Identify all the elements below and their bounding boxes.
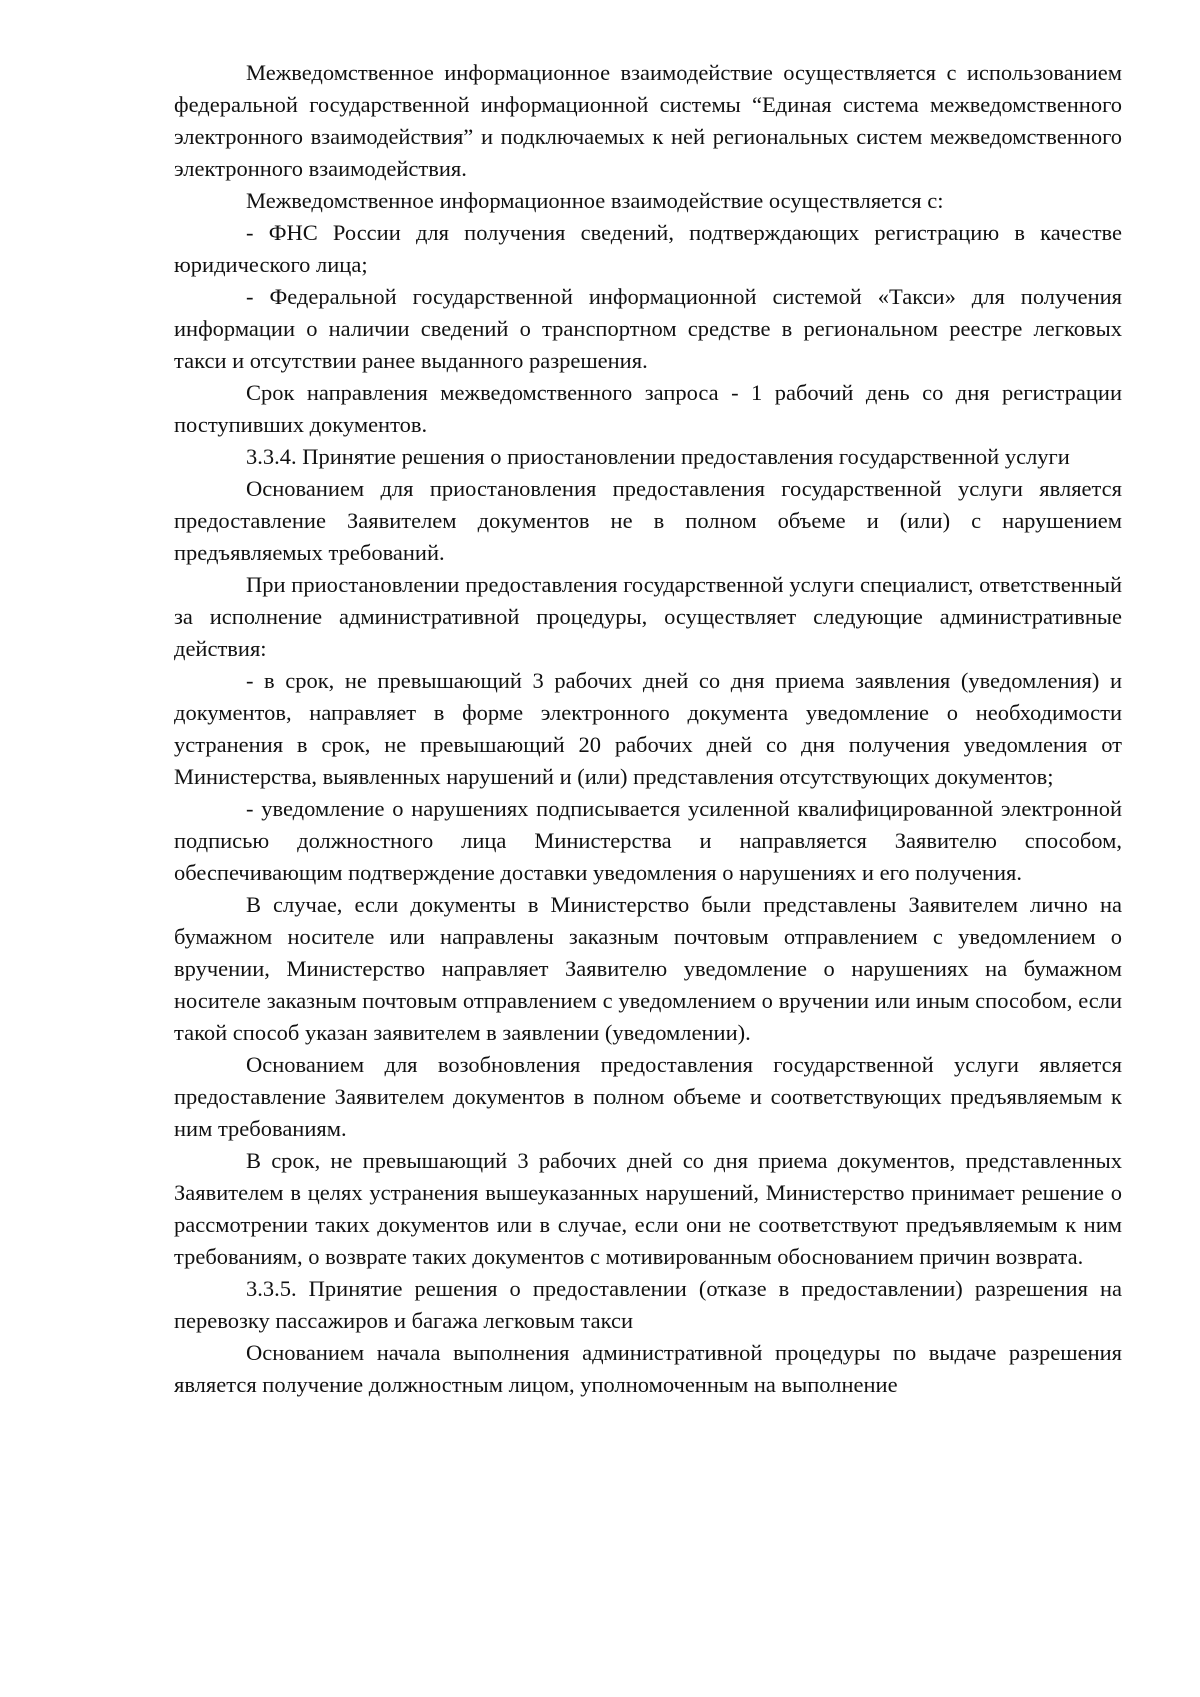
paragraph-paper-notification: В случае, если документы в Министерство были представлены Заявителем лично на бумажном носителе или направлены заказным почтовым отправлением с уведомлением о вручении, Министерство направляет Заявителю уведомление о нарушениях на бумажном носителе заказным почтовым отправлением с уведомлением о вручении или иным способом, если такой способ указан заявителем в заявлении (уведомлении).	[174, 892, 1122, 1045]
paragraph-interagency-system: Межведомственное информационное взаимодействие осуществляется с использованием федеральной государственной информационной системы “Единая система межведомственного электронного взаимодействия” и подключаемых к ней региональных систем межведомственного электронного взаимодействия.	[174, 60, 1122, 181]
list-item-taxi-system: - Федеральной государственной информационной системой «Такси» для получения информации о наличии сведений о транспортном средстве в региональном реестре легковых такси и отсутствии ранее выданного разрешения.	[174, 284, 1122, 373]
section-heading-3-3-4: 3.3.4. Принятие решения о приостановлении предоставления государственной услуги	[246, 444, 1070, 469]
paragraph-review-deadline: В срок, не превышающий 3 рабочих дней со дня приема документов, представленных Заявителем в целях устранения вышеуказанных нарушений, Министерство принимает решение о рассмотрении таких документов или в случае, если они не соответствуют предъявляемым к ним требованиям, о возврате таких документов с мотивированным обоснованием причин возврата.	[174, 1148, 1122, 1269]
list-item-fns: - ФНС России для получения сведений, подтверждающих регистрацию в качестве юридического лица;	[174, 220, 1122, 277]
paragraph-issuance-basis: Основанием начала выполнения административной процедуры по выдаче разрешения является получение должностным лицом, уполномоченным на выполнение	[174, 1340, 1122, 1397]
paragraph-suspension-basis: Основанием для приостановления предоставления государственной услуги является предоставление Заявителем документов не в полном объеме и (или) с нарушением предъявляемых требований.	[174, 476, 1122, 565]
paragraph-interagency-with: Межведомственное информационное взаимодействие осуществляется с:	[246, 188, 944, 213]
section-heading-3-3-5: 3.3.5. Принятие решения о предоставлении (отказе в предоставлении) разрешения на перевозку пассажиров и багажа легковым такси	[174, 1276, 1122, 1333]
paragraph-resumption-basis: Основанием для возобновления предоставления государственной услуги является предоставление Заявителем документов в полном объеме и соответствующих предъявляемым к ним требованиям.	[174, 1052, 1122, 1141]
list-item-notification-deadline: - в срок, не превышающий 3 рабочих дней со дня приема заявления (уведомления) и документов, направляет в форме электронного документа уведомление о необходимости устранения в срок, не превышающий 20 рабочих дней со дня получения уведомления от Министерства, выявленных нарушений и (или) представления отсутствующих документов;	[174, 668, 1122, 789]
list-item-notification-signature: - уведомление о нарушениях подписывается усиленной квалифицированной электронной подписью должностного лица Министерства и направляется Заявителю способом, обеспечивающим подтверждение доставки уведомления о нарушениях и его получения.	[174, 796, 1122, 885]
document-page	[174, 57, 1122, 1401]
paragraph-suspension-actions: При приостановлении предоставления государственной услуги специалист, ответственный за исполнение административной процедуры, осуществляет следующие административные действия:	[174, 572, 1122, 661]
paragraph-request-deadline: Срок направления межведомственного запроса - 1 рабочий день со дня регистрации поступивших документов.	[174, 380, 1122, 437]
